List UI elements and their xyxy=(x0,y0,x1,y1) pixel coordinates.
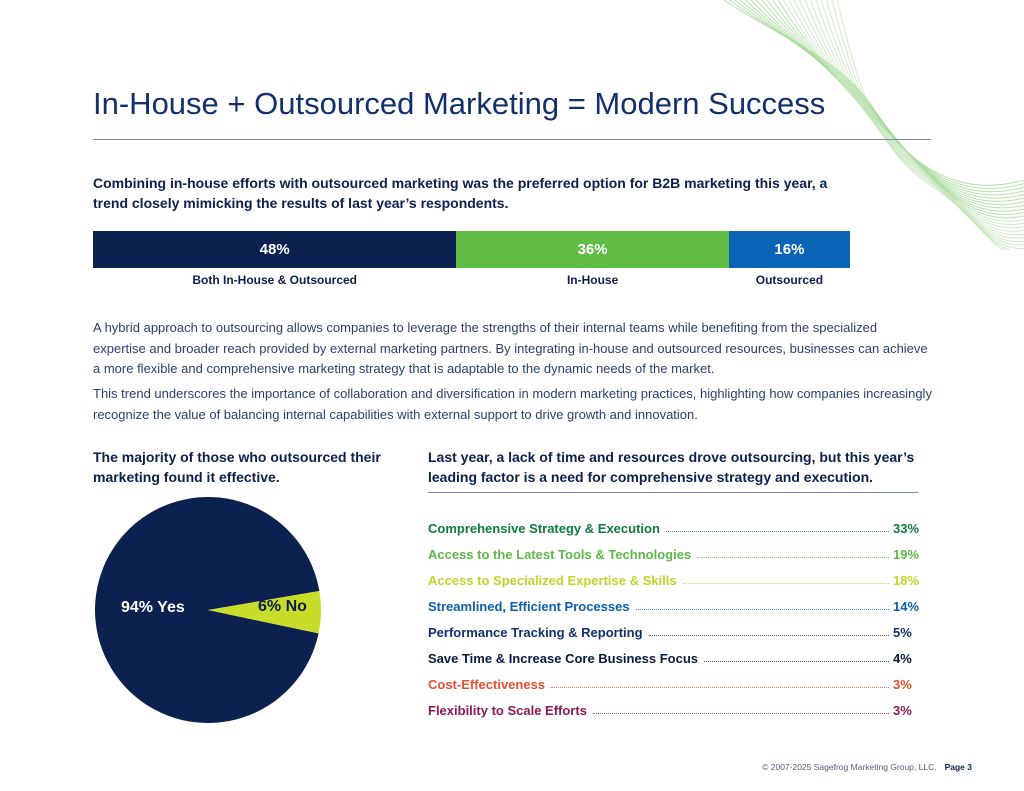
factor-row xyxy=(428,692,923,718)
body-paragraph-1: A hybrid approach to outsourcing allows companies to leverage the strengths of their internal teams while benefiting from the specialized expertise and broader reach provided by external marketing partners. By integrating in-house and outsourced resources, businesses can achieve a more flexible and comprehensive marketing strategy that is adaptable to the dynamic needs of the market. xyxy=(93,320,928,376)
factor-percent: 4% xyxy=(893,651,912,666)
factor-label: Performance Tracking & Reporting xyxy=(428,625,643,640)
dot-leader xyxy=(683,583,889,584)
pie-label-no: 6% No xyxy=(258,598,307,615)
bar-segment-label-1: Both In-House & Outsourced xyxy=(192,273,358,287)
factor-label: Comprehensive Strategy & Execution xyxy=(428,521,660,536)
factor-label: Flexibility to Scale Efforts xyxy=(428,703,587,718)
page-title: In-House + Outsourced Marketing = Modern Success xyxy=(93,86,826,121)
factor-percent: 3% xyxy=(893,703,912,718)
pie-label-yes: 94% Yes xyxy=(121,599,185,616)
bar-segment-3: 16% xyxy=(729,231,850,268)
factor-percent: 5% xyxy=(893,625,912,640)
title-divider xyxy=(93,139,931,140)
factor-row xyxy=(428,536,923,562)
bar-segment-1: 48% xyxy=(93,231,456,268)
body-paragraph-2: This trend underscores the importance of collaboration and diversification in modern marketing practices, highlighting how companies increasingly recognize the value of balancing internal capabilities with external support to drive growth and innovation. xyxy=(93,386,932,422)
factor-percent: 19% xyxy=(893,547,920,562)
factor-percent: 14% xyxy=(893,599,920,614)
factor-row xyxy=(428,666,923,692)
dot-leader xyxy=(666,531,889,532)
factor-percent: 18% xyxy=(893,573,920,588)
bar-segment-label-3: Outsourced xyxy=(755,273,824,287)
dot-leader xyxy=(551,687,889,688)
factor-row xyxy=(428,640,923,666)
factors-divider xyxy=(428,492,918,493)
wave-line xyxy=(837,0,1024,250)
factor-label: Cost-Effectiveness xyxy=(428,677,546,692)
dot-leader xyxy=(593,713,889,714)
intro-text: Combining in-house efforts with outsourced marketing was the preferred option for B2B marketing this year, a trend closely mimicking the results of last year’s respondents. xyxy=(93,175,828,211)
outsourcing-factors-list xyxy=(428,510,923,718)
factor-row xyxy=(428,510,923,536)
factor-label: Access to the Latest Tools & Technologies xyxy=(428,547,692,562)
wave-line xyxy=(832,0,1024,250)
bar-segment-2: 36% xyxy=(456,231,729,268)
factor-label: Save Time & Increase Core Business Focus xyxy=(428,651,698,666)
page-footer xyxy=(762,762,972,772)
factor-label: Streamlined, Efficient Processes xyxy=(428,599,630,614)
dot-leader xyxy=(704,661,889,662)
page-number: Page 3 xyxy=(944,762,972,772)
factor-percent: 33% xyxy=(893,521,920,536)
factor-percent: 3% xyxy=(893,677,912,692)
dot-leader xyxy=(636,609,889,610)
factor-row xyxy=(428,614,923,640)
factor-label: Access to Specialized Expertise & Skills xyxy=(428,573,677,588)
stacked-bar-labels xyxy=(93,273,850,291)
copyright-text: © 2007-2025 Sagefrog Marketing Group, LLC. xyxy=(762,762,937,772)
factor-row xyxy=(428,562,923,588)
stacked-bar-chart xyxy=(93,231,850,268)
wave-line xyxy=(827,0,1024,249)
factor-row xyxy=(428,588,923,614)
dot-leader xyxy=(649,635,889,636)
factors-heading: Last year, a lack of time and resources drove outsourcing, but this year’s leading factor is a need for comprehensive strategy and execution. xyxy=(428,449,915,485)
effectiveness-heading: The majority of those who outsourced their marketing found it effective. xyxy=(93,449,381,485)
dot-leader xyxy=(697,557,889,558)
bar-segment-label-2: In-House xyxy=(566,273,619,287)
